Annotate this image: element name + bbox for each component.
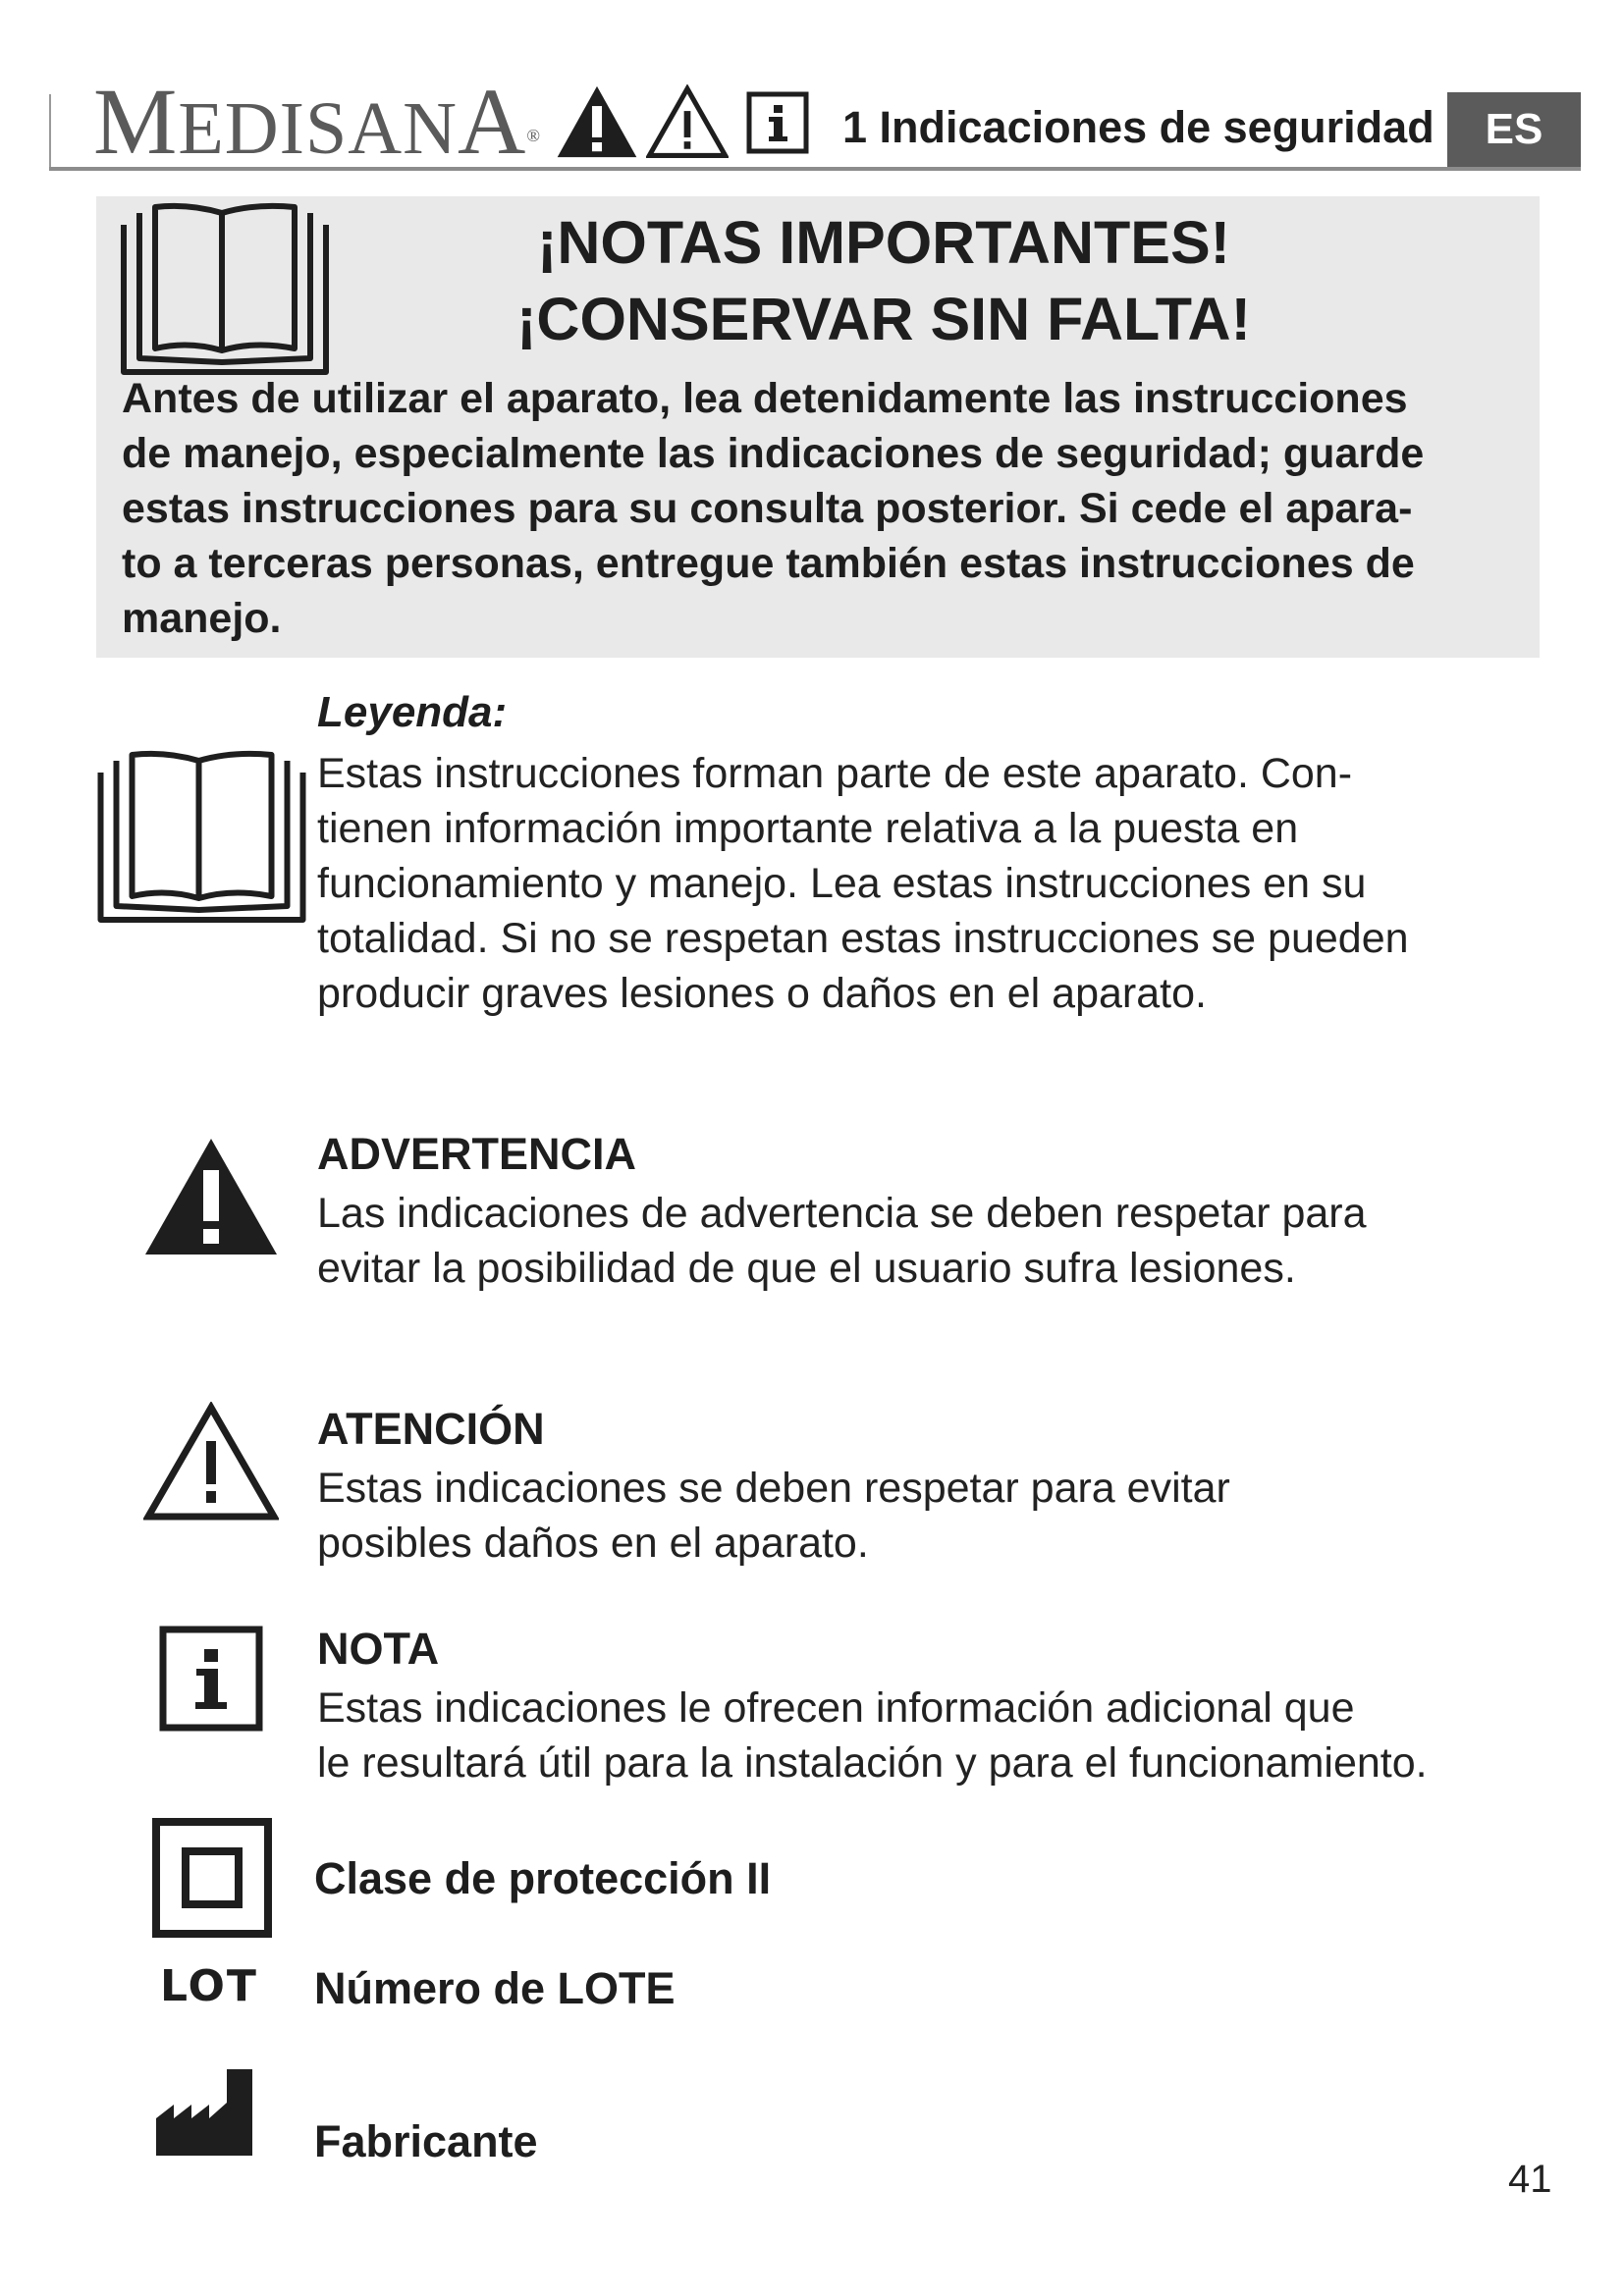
paragraph-line: de manejo, especialmente las indicaciones de seguridad; guarde bbox=[122, 430, 1425, 477]
warning-title: ADVERTENCIA bbox=[317, 1129, 637, 1179]
section-title: 1 Indicaciones de seguridad bbox=[842, 102, 1435, 152]
paragraph-line: producir graves lesiones o daños en el aparato. bbox=[317, 970, 1207, 1017]
legend-paragraph bbox=[317, 746, 1554, 1021]
warning-filled-icon bbox=[143, 1137, 279, 1256]
legend-heading: Leyenda: bbox=[317, 688, 508, 736]
page-number: 41 bbox=[1508, 2158, 1552, 2201]
book-icon bbox=[96, 749, 307, 926]
paragraph-line: manejo. bbox=[122, 595, 282, 642]
note-title: NOTA bbox=[317, 1624, 440, 1674]
paragraph-line: totalidad. Si no se respetan estas instrucciones se pueden bbox=[317, 915, 1409, 962]
paragraph-line: Estas indicaciones le ofrecen información adicional que bbox=[317, 1684, 1355, 1732]
language-tab: ES bbox=[1447, 92, 1581, 167]
warning-outline-icon bbox=[143, 1402, 279, 1522]
info-icon bbox=[159, 1626, 263, 1732]
header-left-rule bbox=[49, 94, 51, 167]
paragraph-line: Antes de utilizar el aparato, lea detenidamente las instrucciones bbox=[122, 375, 1408, 422]
warning-filled-icon bbox=[556, 84, 638, 159]
protection-class-label: Clase de protección II bbox=[314, 1853, 772, 1903]
lot-label: Número de LOTE bbox=[314, 1963, 676, 2013]
note-description bbox=[317, 1681, 1594, 1790]
lot-symbol-icon: LOT bbox=[160, 1961, 258, 2011]
paragraph-line: Estas instrucciones forman parte de este aparato. Con- bbox=[317, 750, 1353, 797]
paragraph-line: posibles daños en el aparato. bbox=[317, 1520, 869, 1567]
important-subtitle: ¡CONSERVAR SIN FALTA! bbox=[516, 286, 1251, 352]
paragraph-line: tienen información importante relativa a la puesta en bbox=[317, 805, 1299, 852]
paragraph-line: Estas indicaciones se deben respetar para evitar bbox=[317, 1465, 1230, 1512]
protection-class-ii-icon bbox=[152, 1818, 272, 1938]
info-icon bbox=[746, 91, 809, 154]
paragraph-line: le resultará útil para la instalación y para el funcionamiento. bbox=[317, 1739, 1428, 1787]
important-paragraph bbox=[122, 371, 1536, 646]
paragraph-line: Las indicaciones de advertencia se deben respetar para bbox=[317, 1190, 1367, 1237]
manufacturer-label: Fabricante bbox=[314, 2116, 538, 2166]
manufacturer-factory-icon bbox=[154, 2067, 254, 2158]
book-icon bbox=[120, 201, 330, 378]
brand-logo: MEDISANA® bbox=[93, 69, 542, 174]
paragraph-line: to a terceras personas, entregue también estas instrucciones de bbox=[122, 540, 1415, 587]
warning-outline-icon bbox=[646, 84, 729, 159]
paragraph-line: evitar la posibilidad de que el usuario sufra lesiones. bbox=[317, 1245, 1296, 1292]
paragraph-line: estas instrucciones para su consulta posterior. Si cede el apara- bbox=[122, 485, 1413, 532]
paragraph-line: funcionamiento y manejo. Lea estas instrucciones en su bbox=[317, 860, 1367, 907]
caution-description bbox=[317, 1461, 1554, 1571]
important-title: ¡NOTAS IMPORTANTES! bbox=[537, 209, 1230, 276]
caution-title: ATENCIÓN bbox=[317, 1404, 545, 1454]
warning-description bbox=[317, 1186, 1554, 1296]
